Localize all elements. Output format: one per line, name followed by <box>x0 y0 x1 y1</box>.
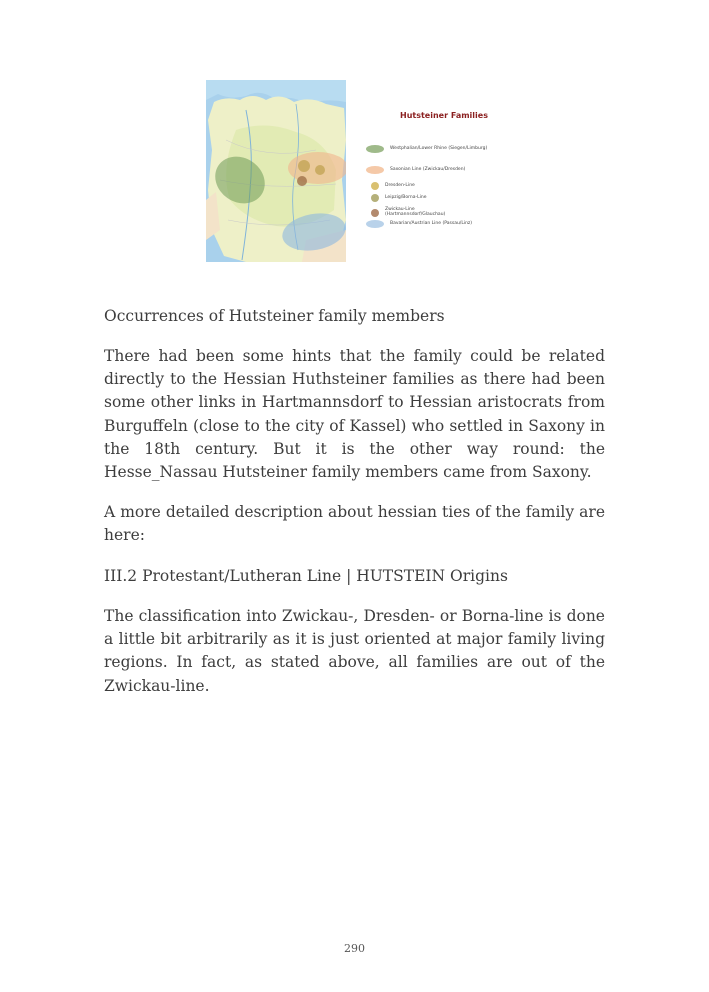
legend-swatch <box>371 182 379 190</box>
legend-item-saxonian: Saxonian Line (Zwickau/Dresden) <box>366 165 465 175</box>
paragraph-classification: The classification into Zwickau-, Dresden- or Borna-line is done a little bit arbitrarily as it is just oriented at major family living regions. In fact, as stated above, all families are out of the Zwickau-line. <box>104 607 605 695</box>
legend-item-bavarian: Bavarian/Austrian Line (Passau/Linz) <box>366 219 472 229</box>
paragraph-more-detail: A more detailed description about hessian ties of the family are here: <box>104 503 605 545</box>
hutsteiner-families-figure <box>206 80 506 262</box>
figure-caption: Occurrences of Hutsteiner family members <box>104 307 445 325</box>
legend-swatch <box>366 145 384 153</box>
legend-title: Hutsteiner Families <box>400 111 488 120</box>
map-legend <box>366 80 511 262</box>
legend-swatch <box>366 220 384 228</box>
legend-item-westphalian: Westphalian/Lower Rhine (Siegen/Limburg) <box>366 144 487 154</box>
link-protestant-lutheran-line[interactable]: III.2 Protestant/Lutheran Line | HUTSTEIN Origins <box>104 567 508 585</box>
legend-item-dresden: Dresden-Line <box>371 181 415 191</box>
page-number: 290 <box>344 942 365 955</box>
legend-swatch <box>371 194 379 202</box>
legend-swatch <box>371 209 379 217</box>
legend-swatch <box>366 166 384 174</box>
legend-item-zwickau: Zwickau-Line (Hartmannsdorf/Glauchau) <box>371 206 445 220</box>
legend-item-leipzig-borna: Leipzig/Borna-Line <box>371 193 427 203</box>
germany-map <box>206 80 346 262</box>
paragraph-hessian-hints: There had been some hints that the family could be related directly to the Hessian Huthsteiner families as there had been some other links in Hartmannsdorf to Hessian aristocrats from Burguffeln (close to the city of Kassel) who settled in Saxony in the 18th century. But it is the other way round: the Hesse_Nassau Hutsteiner family members came from Saxony. <box>104 347 605 482</box>
